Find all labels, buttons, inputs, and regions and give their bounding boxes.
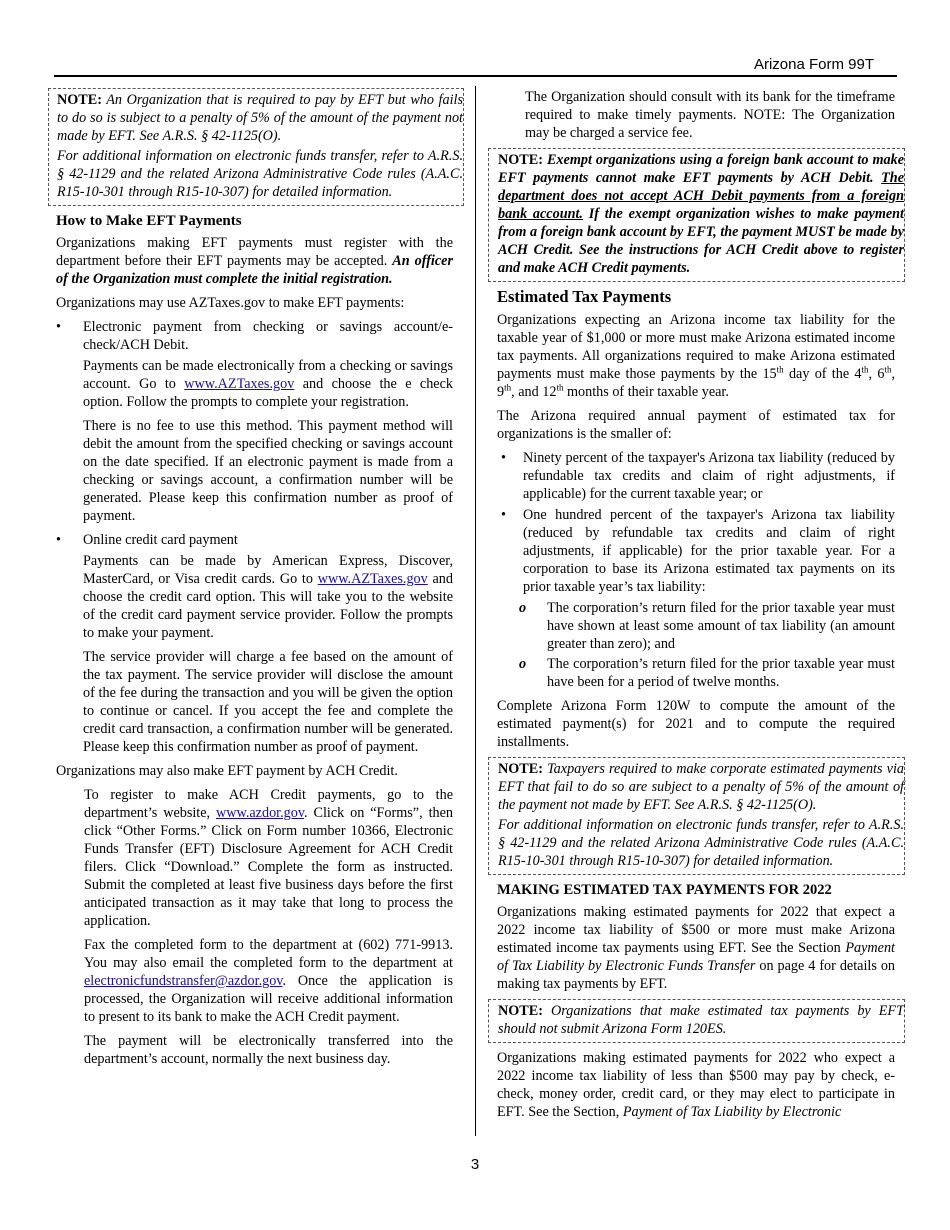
paragraph-no-fee: There is no fee to use this method. This payment method will debit the amount from the specified checking or savings account on the date specified. If an electronic payment is made from a checking or savings account, a confirmation number will be generated. Please keep this confirmation number as proof of payment. [83,418,453,524]
paragraph-ach-intro: Organizations may also make EFT payment by ACH Credit. [56,763,398,779]
superscript: th [556,382,564,393]
note-text-additional: For additional information on electronic funds transfer, refer to A.R.S. § 42-1129 and the related Arizona Administrative Code rules (A.A.C. R15-10-301 through R15-10-307) for detailed information. [57,148,463,200]
bullet: • [501,450,506,466]
paragraph-making-small [497,1049,895,1121]
paragraph-text: Organizations making EFT payments must register with the department before their EFT payments may be accepted. [56,235,453,269]
list-item-title: Online credit card payment [83,532,238,548]
page-number: 3 [470,1156,480,1173]
paragraph-aztaxes: Organizations may use AZTaxes.gov to make EFT payments: [56,295,405,311]
form-120es-note [488,999,905,1043]
paragraph-text: . Click on “Forms”, then click “Other Forms.” Click on Form number 10366, Electronic Funds Transfer (EFT) Disclosure Agreement for ACH Credit filers. Click “Download.” Complete the form as instructed. Submit the completed at least five business days before the first anticipated transaction as it may take that long to process the application. [84,805,453,929]
column-divider [475,86,476,1136]
paragraph-text: and choose the e check option. Follow the prompts to complete your registration. [83,376,453,410]
foreign-bank-note [488,148,905,282]
note-text: An Organization that is required to pay by EFT but who fails to do so is subject to a penalty of 5% of the amount of the payment not made by EFT. See A.R.S. § 42-1125(O). [57,92,463,144]
sub-list-item [519,599,895,653]
superscript: th [861,364,869,375]
paragraph-emphasis: An officer of the Organization must complete the initial registration. [56,253,453,287]
note-text: Exempt organizations using a foreign bank account to make EFT payments cannot make EFT payments by ACH Debit. [498,152,904,186]
note-text: Taxpayers required to make corporate estimated payments via EFT that fail to do so are subject to a penalty of 5% of the amount of the payment not made by EFT. See A.R.S. § 42-1125(O). [498,761,904,813]
sub-list-item [519,655,895,691]
note-text-underlined: The department does not accept ACH Debit payments from a foreign bank account. [498,170,904,222]
section-reference: Payment of Tax Liability by Electronic [622,1104,842,1120]
sub-list-text: The corporation’s return filed for the prior taxable year must have been for a period of twelve months. [547,656,895,690]
list-item [56,318,453,354]
superscript: th [504,382,512,393]
section-heading-eft: How to Make EFT Payments [56,213,242,229]
sub-bullet: o [519,656,527,672]
list-item [501,449,895,503]
note-label: NOTE: [498,152,543,168]
paragraph-continued: The Organization should consult with its bank for the timeframe required to make timely payments. NOTE: The Organization may be charged a service fee. [525,89,895,141]
sub-bullet: o [519,600,527,616]
paragraph-making-eft [497,903,895,993]
list-item-title: Electronic payment from checking or savings account/e-check/ACH Debit. [83,319,453,353]
section-heading-estimated: Estimated Tax Payments [497,287,672,306]
paragraph-estimated [497,311,895,401]
paragraph-text: on page 4 for details on making tax payments by EFT. [497,958,896,992]
paragraph-text: . Once the application is processed, the Organization will receive additional information to present to its bank to make the ACH Credit payment. [84,973,453,1025]
superscript: th [776,364,784,375]
bullet: • [501,507,506,523]
right-column [497,88,904,1127]
paragraph-ach-register [84,786,453,930]
list-item [501,506,895,596]
paragraph-text: , 9 [497,366,896,400]
paragraph-text: Payments can be made by American Express, Discover, MasterCard, or Visa credit cards. Go to [83,553,453,587]
bullet: • [56,532,61,548]
paragraph-credit-card [83,552,453,642]
left-column [56,88,463,1074]
paragraph-text: , 6 [868,366,885,382]
paragraph-text: Organizations expecting an Arizona income tax liability for the taxable year of $1,000 or more must make Arizona estimated income tax payments. All organizations required to make Arizona estimated payments must make those payments by the 15 [497,312,895,382]
sub-list-text: The corporation’s return filed for the prior taxable year must have shown at least some amount of tax liability (an amount greater than zero); and [547,600,895,652]
paragraph-ach-transfer: The payment will be electronically transferred into the department’s account, normally the next business day. [84,1033,453,1067]
paragraph-text: day of the 4 [783,366,862,382]
header-rule [54,75,897,77]
section-reference: Payment of Tax Liability by Electronic Funds Transfer [497,940,895,974]
paragraph-text: Organizations making estimated payments for 2022 that expect a 2022 income tax liability of $500 or more must make Arizona estimated income tax payments using EFT. See the Section [497,904,895,956]
list-item-text: Ninety percent of the taxpayer's Arizona tax liability (reduced by refundable tax credits and claim of right adjustments, if applicable) for the current taxable year; or [523,450,895,502]
aztaxes-link[interactable]: www.AZTaxes.gov [184,376,295,392]
paragraph-text: Payments can be made electronically from a checking or savings account. Go to [83,358,453,392]
paragraph-text: Organizations making estimated payments for 2022 who expect a 2022 income tax liability of less than $500 may pay by check, e-check, money order, credit card, or they may elect to participate in EFT. See the Section, [497,1050,895,1120]
paragraph-service-fee: The service provider will charge a fee based on the amount of the tax payment. The service provider will disclose the amount of the fee during the transaction and you will be given the option to continue or cancel. If you accept the fee and complete the credit card transaction, a confirmation number will be generated. Please keep this confirmation number as proof of payment. [83,649,453,755]
note-label: NOTE: [498,1003,543,1019]
form-title: Arizona Form 99T [753,56,874,73]
email-link[interactable]: electronicfundstransfer@azdor.gov [84,973,283,989]
paragraph-register [56,234,453,288]
corporate-eft-note [488,757,905,875]
note-text: Organizations that make estimated tax payments by EFT should not submit Arizona Form 120ES. [498,1003,904,1037]
paragraph-text: To register to make ACH Credit payments, go to the department’s website, [84,787,453,821]
note-text-additional: For additional information on electronic funds transfer, refer to A.R.S. § 42-1129 and the related Arizona Administrative Code rules (A.A.C. R15-10-301 through R15-10-307) for detailed information. [498,817,904,869]
list-item [56,531,453,549]
paragraph-ach-fax [84,936,453,1026]
paragraph-text: , and 12 [511,384,557,400]
note-label: NOTE: [498,761,543,777]
paragraph-form-120w: Complete Arizona Form 120W to compute the amount of the estimated payment(s) for 2021 and to compute the required installments. [497,698,895,750]
paragraph-echeck [83,357,453,411]
eft-penalty-note [48,88,464,206]
list-item-text: One hundred percent of the taxpayer's Arizona tax liability (reduced by refundable tax credits and claim of right adjustments, if applicable) for the prior taxable year. For a corporation to base its Arizona estimated tax payments on its prior taxable year’s tax liability: [523,507,895,595]
note-label: NOTE: [57,92,102,108]
superscript: th [884,364,892,375]
paragraph-text: and choose the credit card option. This will take you to the website of the credit card payment service provider. Follow the prompts to make your payment. [83,571,453,641]
azdor-link[interactable]: www.azdor.gov [216,805,305,821]
section-heading-making: MAKING ESTIMATED TAX PAYMENTS FOR 2022 [497,882,832,898]
paragraph-text: months of their taxable year. [563,384,729,400]
paragraph-required-payment: The Arizona required annual payment of estimated tax for organizations is the smaller of: [497,408,895,442]
paragraph-text: Fax the completed form to the department at (602) 771-9913. You may also email the completed form to the department at [84,937,453,971]
aztaxes-link[interactable]: www.AZTaxes.gov [317,571,428,587]
bullet: • [56,319,61,335]
note-text: If the exempt organization wishes to make payment from a foreign bank account by EFT, the payment MUST be made by ACH Credit. See the instructions for ACH Credit above to register and make ACH Credit payments. [498,206,904,276]
